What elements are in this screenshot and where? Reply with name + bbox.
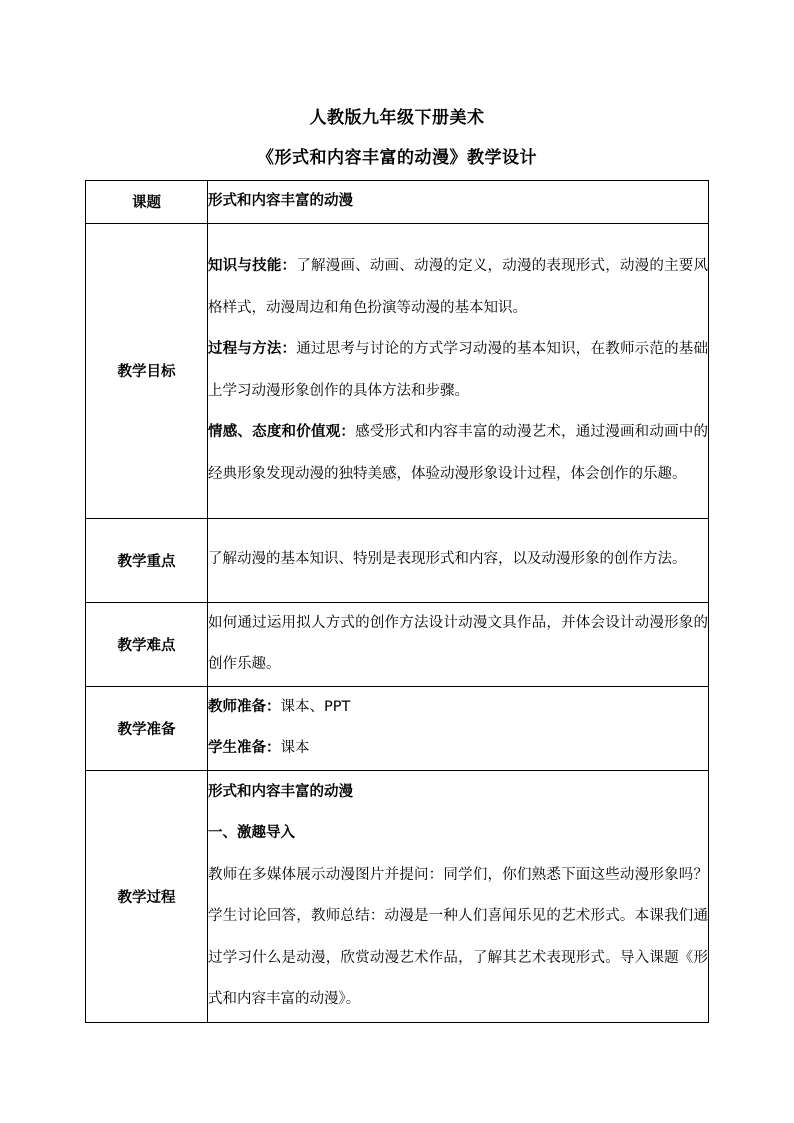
difficulties-label: 教学难点 (86, 602, 208, 686)
objective-process-text: 通过思考与讨论的方式学习动漫的基本知识，在教师示范的基础上学习动漫形象创作的具体方法和步骤。 (208, 341, 709, 399)
objective-emotion-text: 感受形式和内容丰富的动漫艺术，通过漫画和动画中的经典形象发现动漫的独特美感，体验动漫形象设计过程，体会创作的乐趣。 (208, 424, 709, 482)
objective-process (208, 329, 708, 412)
preparation-cell (208, 686, 709, 770)
student-preparation (208, 728, 708, 770)
preparation-label: 教学准备 (86, 686, 208, 770)
objective-process-lead: 过程与方法： (208, 341, 297, 357)
process-section-title: 一、激趣导入 (208, 825, 295, 841)
objectives-label: 教学目标 (86, 223, 208, 518)
student-preparation-lead: 学生准备： (208, 740, 281, 756)
document-title: 人教版九年级下册美术 (309, 108, 485, 128)
table-row-topic (86, 181, 709, 224)
process-heading: 形式和内容丰富的动漫 (208, 783, 353, 800)
difficulties-text: 如何通过运用拟人方式的创作方法设计动漫文具作品，并体会设计动漫形象的创作乐趣。 (208, 614, 708, 672)
table-row-key-points (86, 518, 709, 602)
table-row-objectives (86, 223, 709, 518)
document-subtitle: 《形式和内容丰富的动漫》教学设计 (257, 148, 537, 168)
table-row-preparation (86, 686, 709, 770)
topic-value: 形式和内容丰富的动漫 (208, 193, 353, 209)
student-preparation-text: 课本 (280, 740, 310, 756)
table-row-process (86, 770, 709, 1022)
objective-emotion (208, 412, 708, 495)
objective-emotion-lead: 情感、态度和价值观： (208, 424, 356, 440)
process-section-text: 教师在多媒体展示动漫图片并提问：同学们，你们熟悉下面这些动漫形象吗？学生讨论回答，教师总结：动漫是一种人们喜闻乐见的艺术形式。本课我们通过学习什么是动漫，欣赏动漫艺术作品，了解其艺术表现形式。导入课题《形式和内容丰富的动漫》。 (208, 866, 708, 1007)
objective-knowledge (208, 246, 708, 329)
lesson-plan-table (85, 180, 709, 1023)
key-points-label: 教学重点 (86, 518, 208, 602)
teacher-preparation (208, 687, 708, 729)
process-label: 教学过程 (86, 770, 208, 1022)
teacher-preparation-lead: 教师准备： (208, 698, 281, 715)
teacher-preparation-text: 课本、PPT (280, 698, 351, 715)
difficulties-cell (208, 602, 709, 686)
table-row-difficulties (86, 602, 709, 686)
process-cell (208, 770, 709, 1022)
objectives-cell (208, 223, 709, 518)
objective-knowledge-lead: 知识与技能： (208, 258, 297, 274)
topic-cell (208, 181, 709, 224)
key-points-text: 了解动漫的基本知识、特别是表现形式和内容，以及动漫形象的创作方法。 (208, 551, 687, 568)
topic-label: 课题 (86, 181, 208, 224)
key-points-cell (208, 518, 709, 602)
objective-knowledge-text: 了解漫画、动画、动漫的定义，动漫的表现形式，动漫的主要风格样式，动漫周边和角色扮演等动漫的基本知识。 (208, 258, 709, 316)
